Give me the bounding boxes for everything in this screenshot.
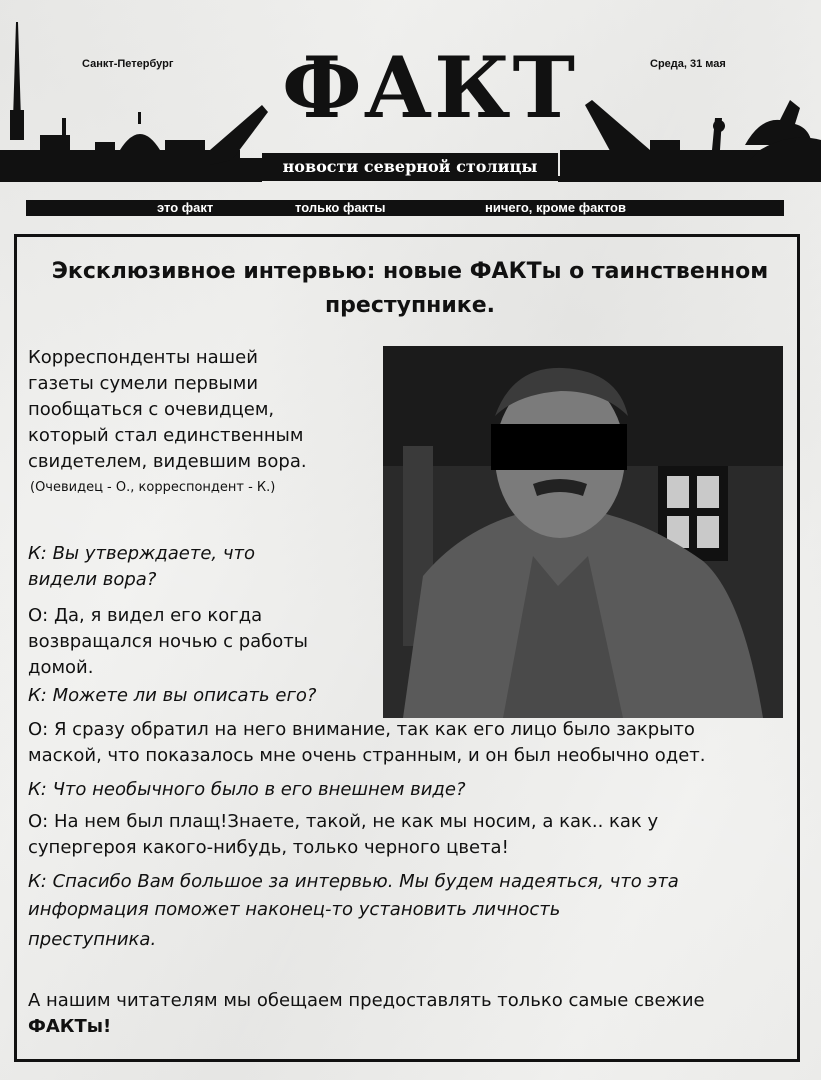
dialogue-answer: супергероя какого-нибудь, только черного цвета! [28,837,509,858]
city-label: Санкт-Петербург [82,58,174,70]
witness-photo [383,346,783,718]
participant-legend: (Очевидец - О., корреспондент - К.) [30,480,276,495]
dialogue-question: информация поможет наконец-то установить личность [28,899,561,920]
dialogue-question: преступника. [28,929,157,950]
slogan-1: это факт [157,200,214,215]
closing-line: А нашим читателям мы обещаем предоставлять только самые свежие [28,990,705,1011]
slogan-2: только факты [295,200,386,215]
slogan-bar [26,200,784,216]
intro-line: свидетелем, видевшим вора. [28,451,307,472]
newspaper-subtitle: новости северной столицы [282,157,538,176]
dialogue-answer: О: Да, я видел его когда [28,605,263,626]
dialogue-question: видели вора? [28,569,157,590]
dialogue-question: К: Спасибо Вам большое за интервью. Мы будем надеяться, что эта [28,871,679,892]
masthead [0,0,821,215]
slogan-3: ничего, кроме фактов [485,200,626,215]
closing-line-bold: ФАКТы! [28,1016,112,1037]
dialogue-answer: маской, что показалось мне очень странным, и он был необычно одет. [28,745,706,766]
intro-line: газеты сумели первыми [28,373,259,394]
dialogue-answer: О: На нем был плащ!Знаете, такой, не как мы носим, а как.. как у [28,811,659,832]
dialogue-question: К: Что необычного было в его внешнем виде? [28,779,466,800]
headline-line-1: Эксклюзивное интервью: новые ФАКТы о таинственном [51,259,769,284]
dialogue-answer: О: Я сразу обратил на него внимание, так как его лицо было закрыто [28,719,695,740]
headline-line-2: преступнике. [324,293,496,318]
article-headline [20,255,800,323]
dialogue-question: К: Можете ли вы описать его? [28,685,317,706]
intro-line: Корреспонденты нашей [28,347,258,368]
dialogue-answer: домой. [28,657,94,678]
intro-line: который стал единственным [28,425,304,446]
newspaper-logo: ФАКТ [282,38,578,137]
dialogue-question: К: Вы утверждаете, что [28,543,255,564]
date-label: Среда, 31 мая [650,58,726,70]
intro-line: пообщаться с очевидцем, [28,399,275,420]
dialogue-answer: возвращался ночью с работы [28,631,308,652]
